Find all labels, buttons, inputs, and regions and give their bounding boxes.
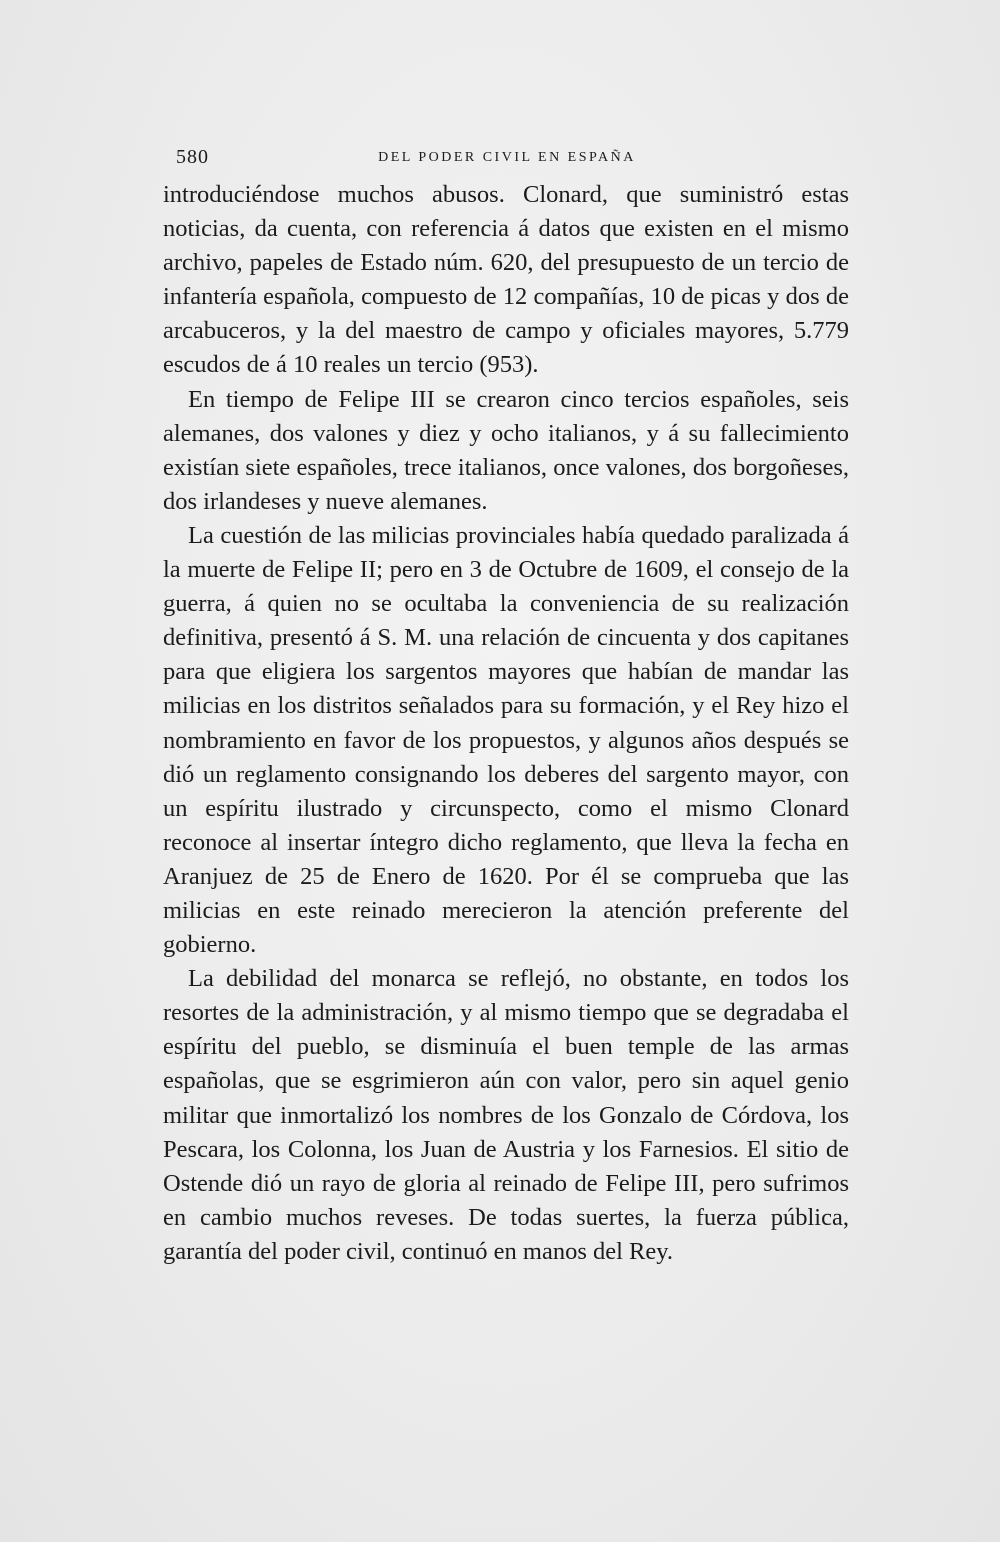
paragraph-debilidad: La debilidad del monarca se reflejó, no obstante, en todos los resortes de la administración, y al mismo tiempo que se degradaba el espíritu del pueblo, se disminuía el buen temple de las armas españolas, que se esgrimieron aún con valor, pero sin aquel genio militar que inmortalizó los nombres de los Gonzalo de Córdova, los Pescara, los Colonna, los Juan de Austria y los Farnesios. El sitio de Ostende dió un rayo de gloria al reinado de Felipe III, pero sufrimos en cambio muchos reveses. De todas suertes, la fuerza pública, garantía del poder civil, continuó en manos del Rey. (163, 965, 849, 1265)
body-text (163, 178, 849, 1269)
running-header (164, 146, 850, 170)
paragraph-milicias: La cuestión de las milicias provinciales había quedado paralizada á la muerte de Felipe II; pero en 3 de Octubre de 1609, el consejo de la guerra, á quien no se ocultaba la conveniencia de su realización definitiva, presentó á S. M. una relación de cincuenta y dos capitanes para que eligiera los sargentos mayores que habían de mandar las milicias en los distritos señalados para su formación, y el Rey hizo el nombramiento en favor de los propuestos, y algunos años después se dió un reglamento consignando los deberes del sargento mayor, con un espíritu ilustrado y circunspecto, como el mismo Clonard reconoce al insertar íntegro dicho reglamento, que lleva la fecha en Aranjuez de 25 de Enero de 1620. Por él se comprueba que las milicias en este reinado merecieron la atención preferente del gobierno. (163, 521, 849, 959)
paragraph-continuation: introduciéndose muchos abusos. Clonard, que suministró estas noticias, da cuenta, con referencia á datos que existen en el mismo archivo, papeles de Estado núm. 620, del presupuesto de un tercio de infantería española, compuesto de 12 compañías, 10 de picas y dos de arcabuceros, y la del maestro de campo y oficiales mayores, 5.779 escudos de á 10 reales un tercio (953). (163, 181, 849, 379)
running-title: DEL PODER CIVIL EN ESPAÑA (378, 150, 636, 165)
page-number: 580 (176, 146, 209, 168)
paragraph-tercios: En tiempo de Felipe III se crearon cinco tercios españoles, seis alemanes, dos valones y diez y ocho italianos, y á su fallecimiento existían siete españoles, trece italianos, once valones, dos borgoñeses, dos irlandeses y nueve alemanes. (163, 385, 849, 515)
